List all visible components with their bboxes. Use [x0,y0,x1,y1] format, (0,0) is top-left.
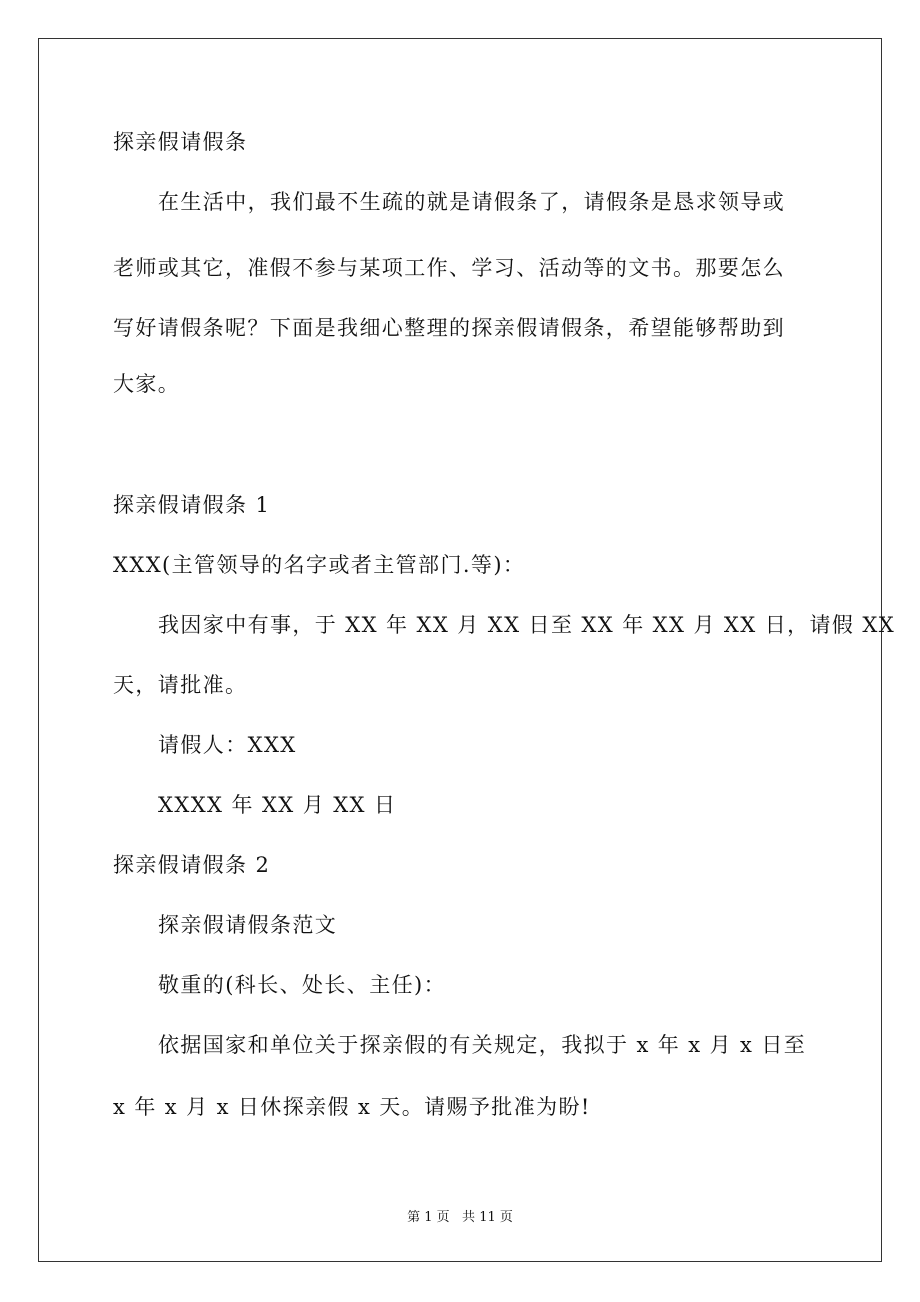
section2-salutation: 敬重的(科长、处长、主任)： [158,973,446,997]
section2-body-line: x 年 x 月 x 日休探亲假 x 天。请赐予批准为盼! [113,1095,591,1119]
section1-date: XXXX 年 XX 月 XX 日 [158,793,397,817]
intro-line: 写好请假条呢？下面是我细心整理的探亲假请假条，希望能够帮助到 [113,316,785,340]
intro-line: 老师或其它，准假不参与某项工作、学习、活动等的文书。那要怎么 [113,256,785,280]
section2-subtitle: 探亲假请假条范文 [158,913,338,937]
section1-body-line: 天，请批准。 [113,673,248,697]
section2-body-line: 依据国家和单位关于探亲假的有关规定，我拟于 x 年 x 月 x 日至 [158,1033,807,1057]
section1-heading: 探亲假请假条 1 [113,493,271,517]
section1-salutation: XXX(主管领导的名字或者主管部门.等)： [113,553,526,577]
intro-line: 大家。 [113,372,181,396]
page-number-footer: 第 1 页 共 11 页 [407,1210,513,1225]
intro-line: 在生活中，我们最不生疏的就是请假条了，请假条是恳求领导或 [158,190,786,214]
document-title: 探亲假请假条 [113,130,248,154]
section1-body-line: 我因家中有事，于 XX 年 XX 月 XX 日至 XX 年 XX 月 XX 日，请假 XX [158,613,896,637]
page-border [38,38,882,1262]
section1-signer: 请假人：XXX [158,733,297,757]
section2-heading: 探亲假请假条 2 [113,853,271,877]
